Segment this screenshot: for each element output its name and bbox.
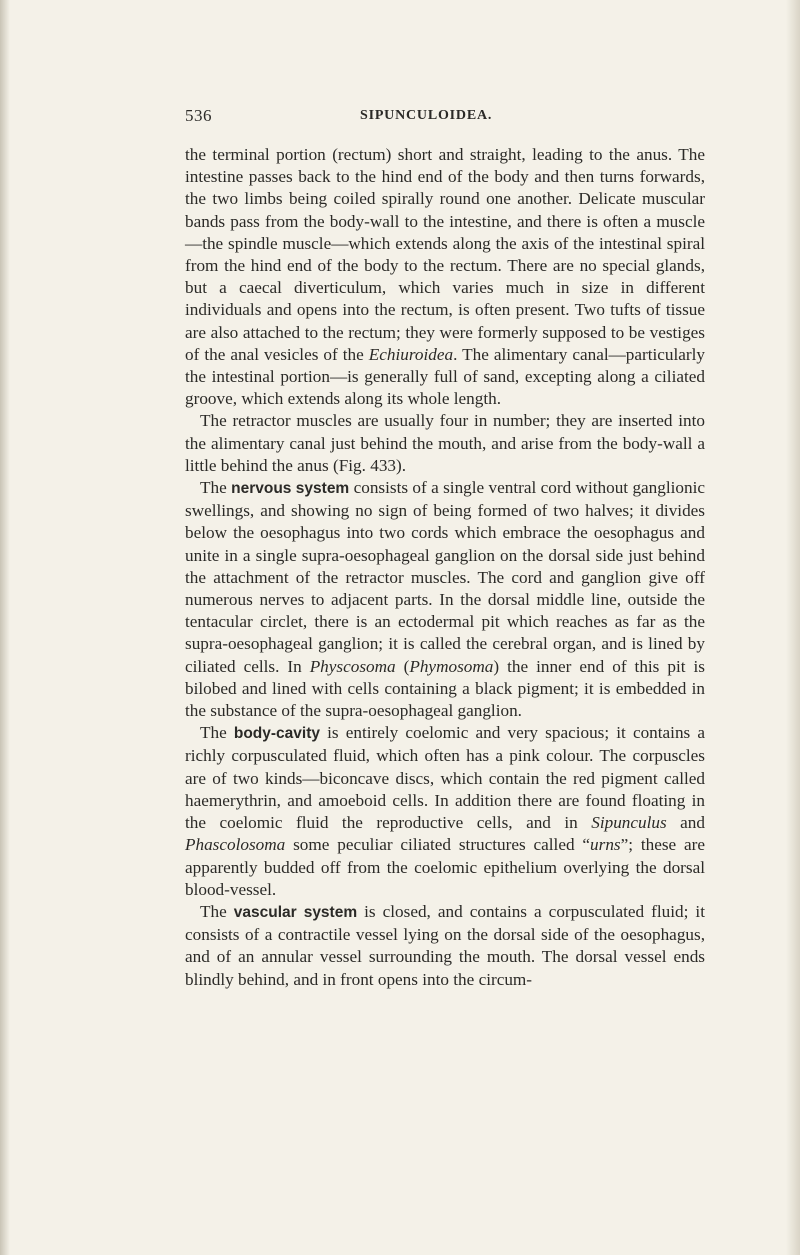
section-term: nervous system — [231, 480, 350, 498]
italic-term: Physcosoma — [309, 656, 396, 676]
text-run: ) the inner end of this pit is bilobed and lined with cells containing a black pigment; it is embedded in the substance of the supra-oesophageal ganglion. — [185, 656, 705, 721]
page-number: 536 — [185, 106, 212, 125]
paragraph-retractor-muscles — [185, 410, 705, 477]
section-term: body-cavity — [233, 725, 321, 743]
italic-term: urns — [590, 835, 621, 855]
paragraph-vascular-system — [185, 901, 705, 991]
body-text — [185, 144, 705, 991]
paragraph-body-cavity — [185, 722, 705, 901]
section-term: vascular system — [233, 903, 358, 921]
page-edge-left — [0, 0, 10, 1255]
page-edge-right — [786, 0, 800, 1255]
paragraph-alimentary-canal — [185, 144, 705, 410]
text-run: is entirely coelomic and very spacious; it contains a richly corpusculated fluid, which often has a pink colour. The corpuscles are of two kinds—biconcave discs, which contain the red pigment called haemerythrin, and amoeboid cells. In addition there are found floating in the coelomic fluid the reproductive cells, and in — [185, 723, 705, 833]
text-run: is closed, and contains a corpusculated fluid; it consists of a contractile vessel lying on the dorsal side of the oesophagus, and of an annular vessel surrounding the mouth. The dorsal vessel ends blindly behind, and in front opens into the circum- — [185, 901, 705, 989]
text-run: The — [200, 901, 234, 921]
page-header — [185, 106, 705, 130]
italic-term: Echiuroidea — [368, 344, 454, 364]
italic-term: Phymosoma — [409, 656, 494, 676]
running-head: SIPUNCULOIDEA. — [360, 108, 493, 123]
italic-term: Phascolosoma — [185, 835, 286, 855]
text-run: consists of a single ventral cord without ganglionic swellings, and showing no sign of being formed of two halves; it divides below the oesophagus into two cords which embrace the oesophagus and unite in a single supra-oesophageal ganglion on the dorsal side just behind the attachment of the retractor muscles. The cord and ganglion give off numerous nerves to adjacent parts. In the dorsal middle line, outside the tentacular circlet, there is an ectodermal pit which reaches as far as the supra-oesophageal ganglion; it is called the cerebral organ, and is lined by ciliated cells. In — [185, 478, 705, 676]
italic-term: Sipunculus — [591, 813, 667, 833]
paragraph-nervous-system — [185, 477, 705, 722]
text-run: . The alimentary canal—particularly the intestinal portion—is generally full of sand, excepting along a ciliated groove, which extends along its whole length. — [185, 344, 705, 409]
text-run: and — [666, 813, 705, 833]
text-run: ”; these are apparently budded off from the coelomic epithelium overlying the dorsal blood-vessel. — [185, 835, 706, 899]
text-run: ( — [395, 656, 410, 676]
text-run: the terminal portion (rectum) short and straight, leading to the anus. The intestine passes back to the hind end of the body and then turns forwards, the two limbs being coiled spirally round one another. Delicate muscular bands pass from the body-wall to the intestine, and there is often a muscle—the spindle muscle—which extends along the axis of the intestinal spiral from the hind end of the body to the rectum. There are no special glands, but a caecal diverticulum, which varies much in size in different individuals and opens into the rectum, is often present. Two tufts of tissue are also attached to the rectum; they were formerly supposed to be vestiges of the anal vesicles of the — [185, 145, 705, 364]
text-run: some peculiar ciliated structures called “ — [285, 835, 591, 855]
text-run: The — [200, 723, 234, 743]
text-run: The — [200, 478, 232, 498]
text-run: The retractor muscles are usually four in number; they are inserted into the alimentary canal just behind the mouth, and arise from the body-wall a little behind the anus (Fig. 433). — [185, 411, 705, 475]
